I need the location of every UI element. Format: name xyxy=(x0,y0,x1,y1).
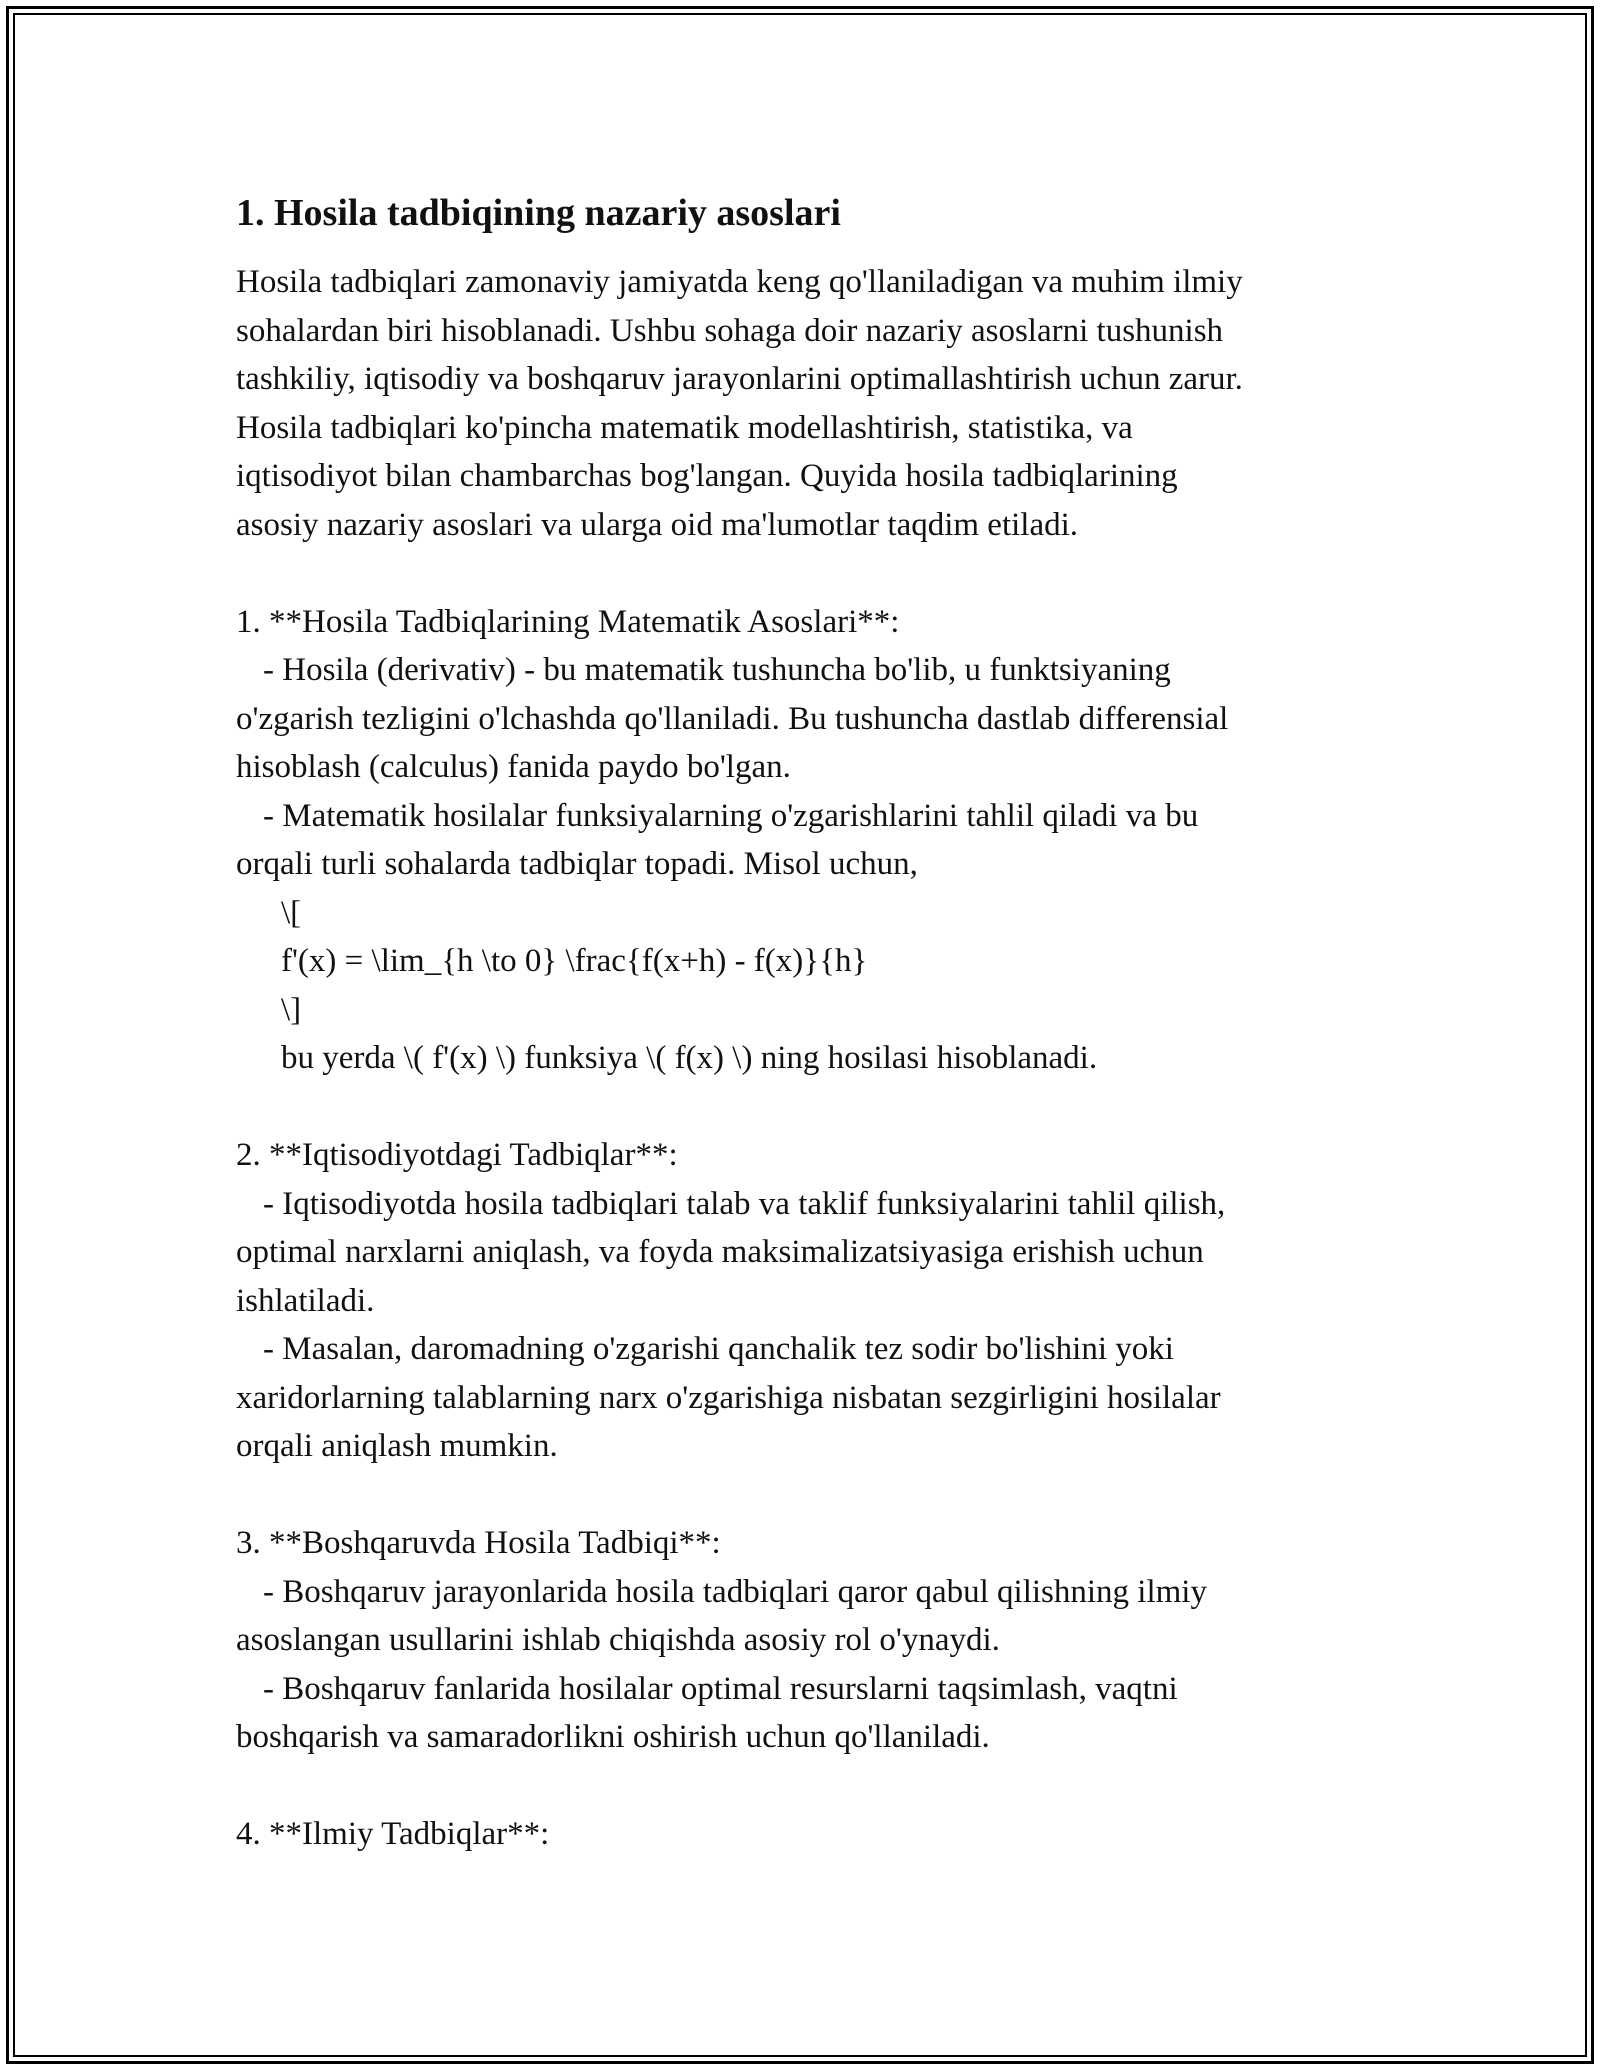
bullet-line: hisoblash (calculus) fanida paydo bo'lgan. xyxy=(236,749,791,785)
bullet-line: - Matematik hosilalar funksiyalarning o'zgarishlarini tahlil qiladi va bu xyxy=(263,797,1199,834)
page-title: 1. Hosila tadbiqining nazariy asoslari xyxy=(236,192,841,234)
intro-line: Hosila tadbiqlari zamonaviy jamiyatda keng qo'llaniladigan va muhim ilmiy xyxy=(236,264,1243,300)
bullet-line: orqali aniqlash mumkin. xyxy=(236,1428,558,1464)
formula-line: \] xyxy=(281,991,302,1028)
formula-line: bu yerda \( f'(x) \) funksiya \( f(x) \) ning hosilasi hisoblanadi. xyxy=(281,1040,1098,1076)
bullet-line: - Boshqaruv fanlarida hosilalar optimal resurslarni taqsimlash, vaqtni xyxy=(263,1670,1178,1707)
bullet-line: optimal narxlarni aniqlash, va foyda maksimalizatsiyasiga erishish uchun xyxy=(236,1234,1204,1270)
section-heading: 2. **Iqtisodiyotdagi Tadbiqlar**: xyxy=(236,1137,678,1173)
bullet-line: xaridorlarning talablarning narx o'zgarishiga nisbatan sezgirligini hosilalar xyxy=(236,1379,1221,1416)
bullet-line: - Boshqaruv jarayonlarida hosila tadbiqlari qaror qabul qilishning ilmiy xyxy=(263,1573,1207,1610)
formula-line: \[ xyxy=(281,894,302,931)
bullet-line: asoslangan usullarini ishlab chiqishda asosiy rol o'ynaydi. xyxy=(236,1622,1000,1658)
bullet-line: o'zgarish tezligini o'lchashda qo'llaniladi. Bu tushuncha dastlab differensial xyxy=(236,700,1229,737)
bullet-line: - Hosila (derivativ) - bu matematik tushuncha bo'lib, u funktsiyaning xyxy=(263,652,1171,688)
section-heading: 1. **Hosila Tadbiqlarining Matematik Asoslari**: xyxy=(236,603,900,640)
section-2 xyxy=(236,1131,1386,1471)
section-1 xyxy=(236,598,1386,1083)
spacer xyxy=(236,1083,1386,1132)
intro-line: asosiy nazariy asoslari va ularga oid ma'lumotlar taqdim etiladi. xyxy=(236,506,1079,543)
intro-paragraph xyxy=(236,258,1386,549)
formula-line: f'(x) = \lim_{h \to 0} \frac{f(x+h) - f(x)}{h} xyxy=(281,943,868,979)
section-heading: 3. **Boshqaruvda Hosila Tadbiqi**: xyxy=(236,1525,721,1561)
intro-line: iqtisodiyot bilan chambarchas bog'langan. Quyida hosila tadbiqlarining xyxy=(236,458,1178,494)
spacer xyxy=(236,1471,1386,1520)
spacer xyxy=(236,549,1386,598)
bullet-line: - Masalan, daromadning o'zgarishi qanchalik tez sodir bo'lishini yoki xyxy=(263,1331,1174,1367)
section-3 xyxy=(236,1519,1386,1762)
intro-line: tashkiliy, iqtisodiy va boshqaruv jarayonlarini optimallashtirish uchun zarur. xyxy=(236,361,1243,397)
bullet-line: - Iqtisodiyotda hosila tadbiqlari talab va taklif funksiyalarini tahlil qilish, xyxy=(263,1185,1226,1222)
intro-line: sohalardan biri hisoblanadi. Ushbu sohaga doir nazariy asoslarni tushunish xyxy=(236,312,1224,349)
section-heading: 4. **Ilmiy Tadbiqlar**: xyxy=(236,1816,550,1852)
bullet-line: boshqarish va samaradorlikni oshirish uchun qo'llaniladi. xyxy=(236,1719,990,1755)
document-body xyxy=(236,188,1386,1859)
bullet-line: ishlatiladi. xyxy=(236,1282,375,1319)
spacer xyxy=(236,1762,1386,1811)
intro-line: Hosila tadbiqlari ko'pincha matematik modellashtirish, statistika, va xyxy=(236,409,1133,446)
section-4 xyxy=(236,1810,1386,1859)
bullet-line: orqali turli sohalarda tadbiqlar topadi. Misol uchun, xyxy=(236,846,918,882)
